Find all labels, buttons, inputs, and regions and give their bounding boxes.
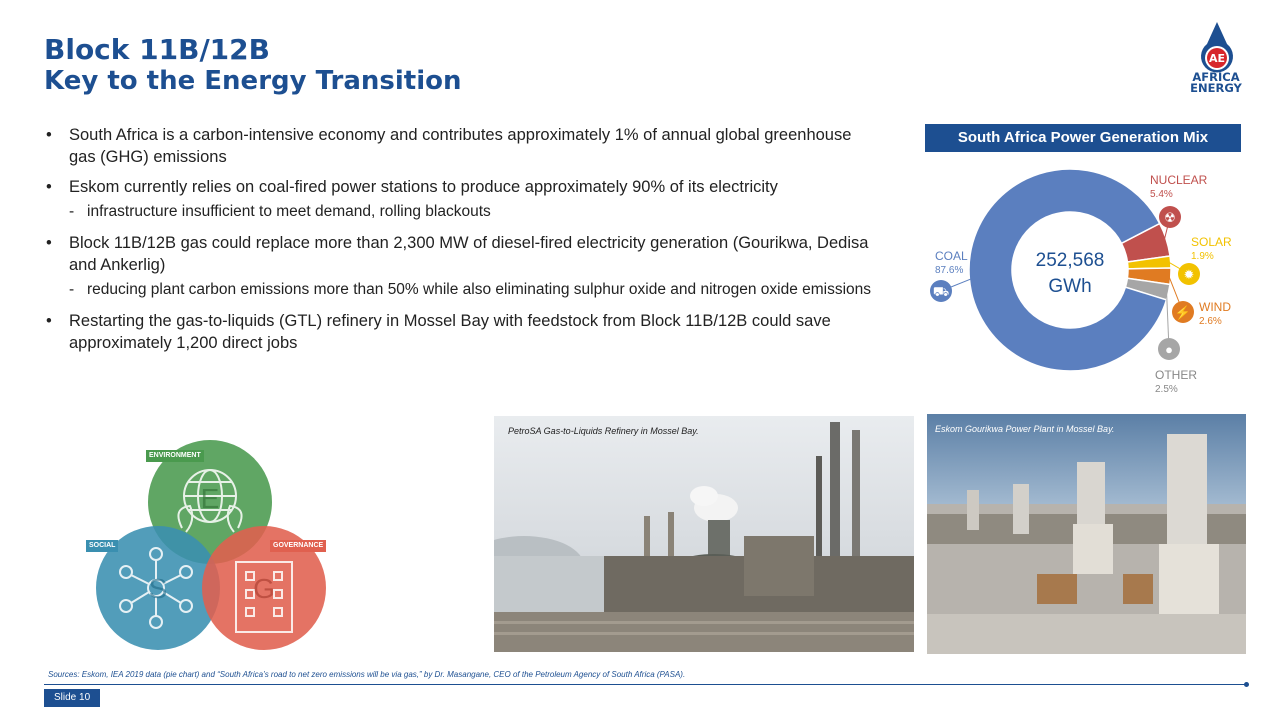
wind-icon-glyph: ⚡ <box>1174 305 1192 320</box>
other-icon-glyph: ● <box>1165 342 1173 357</box>
center-unit: GWh <box>1048 276 1092 297</box>
sources-note: Sources: Eskom, IEA 2019 data (pie chart) and “South Africa’s road to net zero emissions will be via gas,” by Dr. Masangane, CEO of the Petroleum Agency of South Africa (PASA). <box>48 670 686 679</box>
value-solar: 1.9% <box>1191 251 1214 262</box>
refinery-caption: PetroSA Gas-to-Liquids Refinery in Mossel Bay. <box>508 426 699 436</box>
bullet-list <box>44 124 874 362</box>
power-plant-caption: Eskom Gourikwa Power Plant in Mossel Bay. <box>935 424 1115 434</box>
nuclear-icon-glyph: ☢ <box>1164 210 1176 225</box>
social-label: SOCIAL <box>86 540 118 552</box>
bullet-item: • Block 11B/12B gas could replace more than 2,300 MW of diesel-fired electricity generation (Gourikwa, Dedisa and Ankerlig) <box>44 232 874 276</box>
footer-divider <box>44 684 1248 685</box>
value-nuclear: 5.4% <box>1150 189 1173 200</box>
value-wind: 2.6% <box>1199 316 1222 327</box>
governance-label: GOVERNANCE <box>270 540 326 552</box>
environment-label: ENVIRONMENT <box>146 450 204 462</box>
label-other: OTHER <box>1155 368 1197 382</box>
power-mix-donut-chart <box>925 160 1255 400</box>
label-nuclear: NUCLEAR <box>1150 173 1208 187</box>
chart-title: South Africa Power Generation Mix <box>925 124 1241 152</box>
logo-mark: AE <box>1208 52 1226 65</box>
title-line-2: Key to the Energy Transition <box>44 66 462 96</box>
logo-text: AFRICA ENERGY <box>1190 70 1242 95</box>
title-line-1: Block 11B/12B <box>44 33 270 66</box>
footer-divider-dot <box>1244 682 1249 687</box>
esg-diagram <box>86 436 346 656</box>
sub-bullet-item: - infrastructure insufficient to meet demand, rolling blackouts <box>44 202 874 222</box>
bullet-item: • South Africa is a carbon-intensive economy and contributes approximately 1% of annual global greenhouse gas (GHG) emissions <box>44 124 874 168</box>
label-coal: COAL <box>935 249 968 263</box>
label-wind: WIND <box>1199 300 1231 314</box>
center-value: 252,568 <box>1035 250 1105 271</box>
power-plant-photo <box>927 414 1246 654</box>
coal-icon-glyph: ⛟ <box>932 284 950 299</box>
value-coal: 87.6% <box>935 265 964 276</box>
bullet-item: • Eskom currently relies on coal-fired power stations to produce approximately 90% of its electricity <box>44 176 874 198</box>
bullet-item: • Restarting the gas-to-liquids (GTL) refinery in Mossel Bay with feedstock from Block 11B/12B could save approximately 1,200 direct jobs <box>44 310 874 354</box>
refinery-photo <box>494 416 914 652</box>
s-letter: S <box>148 573 168 604</box>
value-other: 2.5% <box>1155 384 1178 395</box>
g-letter: G <box>253 573 275 604</box>
slide-number: Slide 10 <box>44 689 100 707</box>
sub-bullet-item: - reducing plant carbon emissions more than 50% while also eliminating sulphur oxide and nitrogen oxide emissions <box>44 280 874 300</box>
e-letter: E <box>200 483 220 514</box>
label-solar: SOLAR <box>1191 235 1232 249</box>
slide-title <box>44 34 462 96</box>
solar-icon-glyph: ✹ <box>1183 267 1195 282</box>
